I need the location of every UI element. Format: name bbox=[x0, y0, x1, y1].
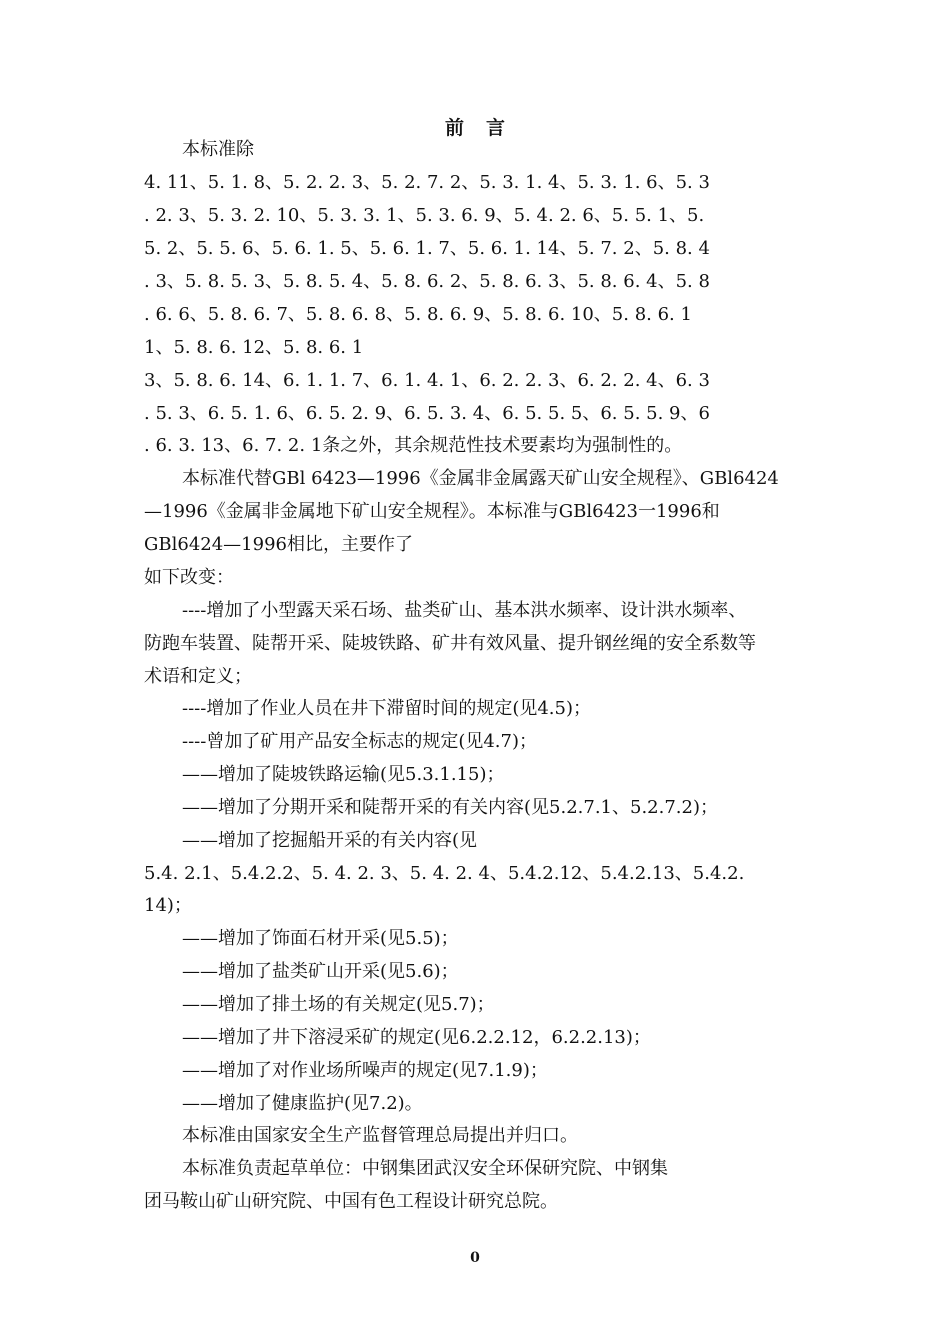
page-title: 前言 bbox=[444, 117, 527, 139]
text-line: 如下改变： bbox=[144, 567, 234, 588]
list-item: ——增加了对作业场所噪声的规定(见7.1.9)； bbox=[182, 1060, 548, 1081]
text-line: 本标准除 bbox=[182, 139, 254, 160]
list-item: ----增加了作业人员在井下滞留时间的规定(见4.5)； bbox=[182, 698, 591, 719]
text-line: . 6. 6、5. 8. 6. 7、5. 8. 6. 8、5. 8. 6. 9、5. 8. 6. 10、5. 8. 6. 1 bbox=[144, 304, 692, 325]
list-item: ——增加了分期开采和陡帮开采的有关内容(见5.2.7.1、5.2.7.2)； bbox=[182, 797, 718, 818]
text-line: 3、5. 8. 6. 14、6. 1. 1. 7、6. 1. 4. 1、6. 2. 2. 3、6. 2. 2. 4、6. 3 bbox=[144, 370, 710, 391]
text-line: —1996《金属非金属地下矿山安全规程》。本标准与GBl6423一1996和 bbox=[144, 501, 720, 522]
text-line: 5. 2、5. 5. 6、5. 6. 1. 5、5. 6. 1. 7、5. 6. 1. 14、5. 7. 2、5. 8. 4 bbox=[144, 238, 710, 259]
text-line: . 5. 3、6. 5. 1. 6、6. 5. 2. 9、6. 5. 3. 4、6. 5. 5. 5、6. 5. 5. 9、6 bbox=[144, 403, 710, 424]
text-line: GBl6424—1996相比，主要作了 bbox=[144, 534, 413, 555]
text-line: 本标准代替GBl 6423—1996《金属非金属露天矿山安全规程》、GBl6424 bbox=[182, 468, 779, 489]
text-line: 本标准由国家安全生产监督管理总局提出并归口。 bbox=[182, 1125, 578, 1146]
list-item: ——增加了盐类矿山开采(见5.6)； bbox=[182, 961, 459, 982]
list-item: ——增加了陡坡铁路运输(见5.3.1.15)； bbox=[182, 764, 505, 785]
text-line: 5.4. 2.1、5.4.2.2、5. 4. 2. 3、5. 4. 2. 4、5.4.2.12、5.4.2.13、5.4.2. bbox=[144, 863, 745, 884]
text-line: 4. 11、5. 1. 8、5. 2. 2. 3、5. 2. 7. 2、5. 3. 1. 4、5. 3. 1. 6、5. 3 bbox=[144, 172, 710, 193]
list-item: ----曾加了矿用产品安全标志的规定(见4.7)； bbox=[182, 731, 537, 752]
text-line: . 3、5. 8. 5. 3、5. 8. 5. 4、5. 8. 6. 2、5. 8. 6. 3、5. 8. 6. 4、5. 8 bbox=[144, 271, 710, 292]
text-line: 本标准负责起草单位：中钢集团武汉安全环保研究院、中钢集 bbox=[182, 1158, 668, 1179]
text-line: 1、5. 8. 6. 12、5. 8. 6. 1 bbox=[144, 337, 364, 358]
list-item: ——增加了饰面石材开采(见5.5)； bbox=[182, 928, 459, 949]
list-item: ——增加了井下溶浸采矿的规定(见6.2.2.12，6.2.2.13)； bbox=[182, 1027, 651, 1048]
text-line: 术语和定义； bbox=[144, 666, 252, 687]
page-number: 0 bbox=[470, 1250, 480, 1266]
list-item: ——增加了排土场的有关规定(见5.7)； bbox=[182, 994, 495, 1015]
text-line: . 2. 3、5. 3. 2. 10、5. 3. 3. 1、5. 3. 6. 9、5. 4. 2. 6、5. 5. 1、5. bbox=[144, 205, 705, 226]
text-line: 14)； bbox=[144, 895, 192, 916]
list-item: ——增加了健康监护(见7.2)。 bbox=[182, 1093, 423, 1114]
list-item: ——增加了挖掘船开采的有关内容(见 bbox=[182, 830, 478, 851]
text-line: 团马鞍山矿山研究院、中国有色工程设计研究总院。 bbox=[144, 1191, 558, 1212]
text-line: 防跑车装置、陡帮开采、陡坡铁路、矿井有效风量、提升钢丝绳的安全系数等 bbox=[144, 633, 756, 654]
text-line: . 6. 3. 13、6. 7. 2. 1条之外，其余规范性技术要素均为强制性的。 bbox=[144, 435, 683, 456]
list-item: ----增加了小型露天采石场、盐类矿山、基本洪水频率、设计洪水频率、 bbox=[182, 600, 747, 621]
